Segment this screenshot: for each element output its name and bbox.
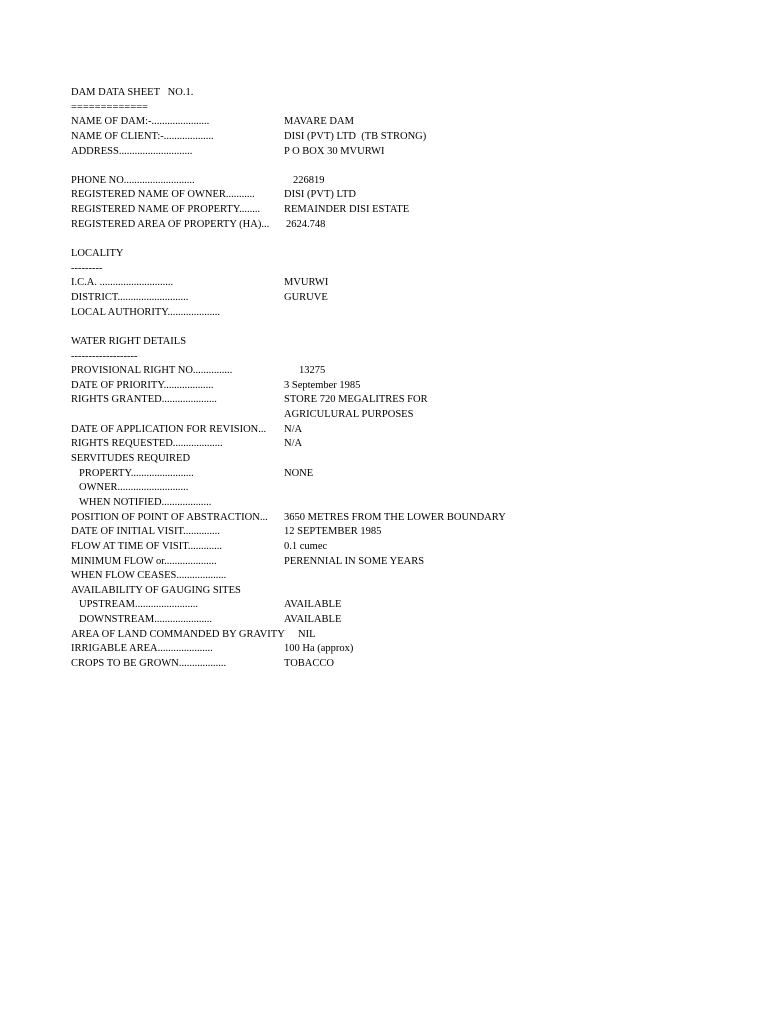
field-row-servitudes xyxy=(71,452,541,467)
field-label: LOCAL AUTHORITY.................... xyxy=(71,306,221,318)
sheet-title: DAM DATA SHEET NO.1. xyxy=(71,87,194,98)
field-label: OWNER........................... xyxy=(79,482,189,494)
field-label: I.C.A. ............................ xyxy=(71,277,174,289)
field-label: SERVITUDES REQUIRED xyxy=(71,453,191,465)
field-value: DISI (PVT) LTD xyxy=(284,189,356,201)
field-row-address xyxy=(71,145,541,160)
field-value: DISI (PVT) LTD (TB STRONG) xyxy=(284,130,427,142)
field-label: PHONE NO........................... xyxy=(71,174,195,186)
field-label: CROPS TO BE GROWN.................. xyxy=(71,657,227,669)
field-label: REGISTERED NAME OF OWNER........... xyxy=(71,189,255,201)
sheet-title-line xyxy=(71,86,541,101)
spacer xyxy=(71,232,541,247)
section-heading-locality xyxy=(71,247,541,262)
field-value: 3650 METRES FROM THE LOWER BOUNDARY xyxy=(284,511,506,523)
field-row-district xyxy=(71,291,541,306)
field-label: WHEN NOTIFIED................... xyxy=(79,496,212,508)
field-value: AVAILABLE xyxy=(284,614,342,626)
field-label: IRRIGABLE AREA..................... xyxy=(71,643,213,655)
field-label: FLOW AT TIME OF VISIT............. xyxy=(71,540,222,552)
section-heading: WATER RIGHT DETAILS xyxy=(71,335,187,347)
field-label: REGISTERED AREA OF PROPERTY (HA)... xyxy=(71,218,270,230)
sheet-title-rule-line xyxy=(71,101,541,116)
field-value: 3 September 1985 xyxy=(284,379,361,391)
field-row-rights-granted xyxy=(71,393,541,408)
field-value: MAVARE DAM xyxy=(284,116,354,128)
field-row-rights-requested xyxy=(71,437,541,452)
field-row-servitude-notified xyxy=(71,496,541,511)
field-row-servitude-owner xyxy=(71,481,541,496)
field-label: RIGHTS REQUESTED................... xyxy=(71,438,223,450)
field-value: MVURWI xyxy=(284,277,329,289)
field-value: STORE 720 MEGALITRES FOR xyxy=(284,394,428,406)
field-label: RIGHTS GRANTED..................... xyxy=(71,394,217,406)
section-rule-locality xyxy=(71,262,541,277)
field-row-crops xyxy=(71,657,541,672)
field-value: 226819 xyxy=(293,174,325,186)
field-label: PROPERTY........................ xyxy=(79,467,194,479)
field-row-rights-granted-cont xyxy=(71,408,541,423)
field-label: MINIMUM FLOW or.................... xyxy=(71,555,217,567)
field-row-servitude-property xyxy=(71,467,541,482)
field-value: REMAINDER DISI ESTATE xyxy=(284,204,410,216)
section-underline: ------------------- xyxy=(71,350,138,362)
field-row-client-name xyxy=(71,130,541,145)
field-row-application-revision xyxy=(71,423,541,438)
field-row-gravity-area xyxy=(71,628,541,643)
field-label: NAME OF CLIENT:-................... xyxy=(71,130,214,142)
field-label: NAME OF DAM:-...................... xyxy=(71,116,210,128)
field-label: DATE OF APPLICATION FOR REVISION... xyxy=(71,423,267,435)
field-value: GURUVE xyxy=(284,291,328,303)
field-value: TOBACCO xyxy=(284,657,334,669)
spacer xyxy=(71,159,541,174)
field-label: DATE OF INITIAL VISIT.............. xyxy=(71,526,220,538)
field-label: PROVISIONAL RIGHT NO............... xyxy=(71,365,233,377)
field-row-flow-ceases xyxy=(71,569,541,584)
field-row-registered-area xyxy=(71,218,541,233)
field-value: PERENNIAL IN SOME YEARS xyxy=(284,555,425,567)
field-value: N/A xyxy=(284,423,303,435)
spacer xyxy=(71,320,541,335)
field-label: AVAILABILITY OF GAUGING SITES xyxy=(71,584,241,596)
field-value: 100 Ha (approx) xyxy=(284,643,354,655)
section-heading: LOCALITY xyxy=(71,248,124,260)
field-row-registered-owner xyxy=(71,188,541,203)
field-label: ADDRESS............................ xyxy=(71,145,193,157)
field-row-initial-visit xyxy=(71,525,541,540)
field-label: AREA OF LAND COMMANDED BY GRAVITY xyxy=(71,628,285,640)
field-row-gauging-sites xyxy=(71,584,541,599)
field-row-upstream xyxy=(71,598,541,613)
field-row-ica xyxy=(71,276,541,291)
field-label: UPSTREAM........................ xyxy=(79,599,199,611)
field-value: N/A xyxy=(284,438,303,450)
field-row-flow-at-visit xyxy=(71,540,541,555)
field-value: 13275 xyxy=(299,365,326,377)
field-row-date-of-priority xyxy=(71,379,541,394)
field-value: P O BOX 30 MVURWI xyxy=(284,145,385,157)
field-label: POSITION OF POINT OF ABSTRACTION... xyxy=(71,511,268,523)
field-label: DATE OF PRIORITY................... xyxy=(71,379,214,391)
field-row-minimum-flow xyxy=(71,555,541,570)
title-underline: ============= xyxy=(71,101,148,113)
field-row-downstream xyxy=(71,613,541,628)
field-value: NIL xyxy=(298,628,316,640)
field-value: AGRICULURAL PURPOSES xyxy=(284,409,414,421)
field-row-local-authority xyxy=(71,306,541,321)
section-rule-water-right xyxy=(71,350,541,365)
field-value: 2624.748 xyxy=(286,218,326,230)
field-row-abstraction-point xyxy=(71,511,541,526)
section-underline: --------- xyxy=(71,262,103,274)
section-heading-water-right xyxy=(71,335,541,350)
field-value: 0.1 cumec xyxy=(284,540,328,552)
field-row-registered-property xyxy=(71,203,541,218)
field-value: NONE xyxy=(284,467,314,479)
field-label: DOWNSTREAM...................... xyxy=(79,614,212,626)
dam-data-sheet xyxy=(71,86,541,672)
field-row-provisional-right xyxy=(71,364,541,379)
field-row-dam-name xyxy=(71,115,541,130)
field-row-irrigable-area xyxy=(71,642,541,657)
field-row-phone xyxy=(71,174,541,189)
field-value: 12 SEPTEMBER 1985 xyxy=(284,526,382,538)
field-label: DISTRICT........................... xyxy=(71,291,189,303)
field-value: AVAILABLE xyxy=(284,599,342,611)
field-label: REGISTERED NAME OF PROPERTY........ xyxy=(71,204,261,216)
field-label: WHEN FLOW CEASES................... xyxy=(71,570,227,582)
